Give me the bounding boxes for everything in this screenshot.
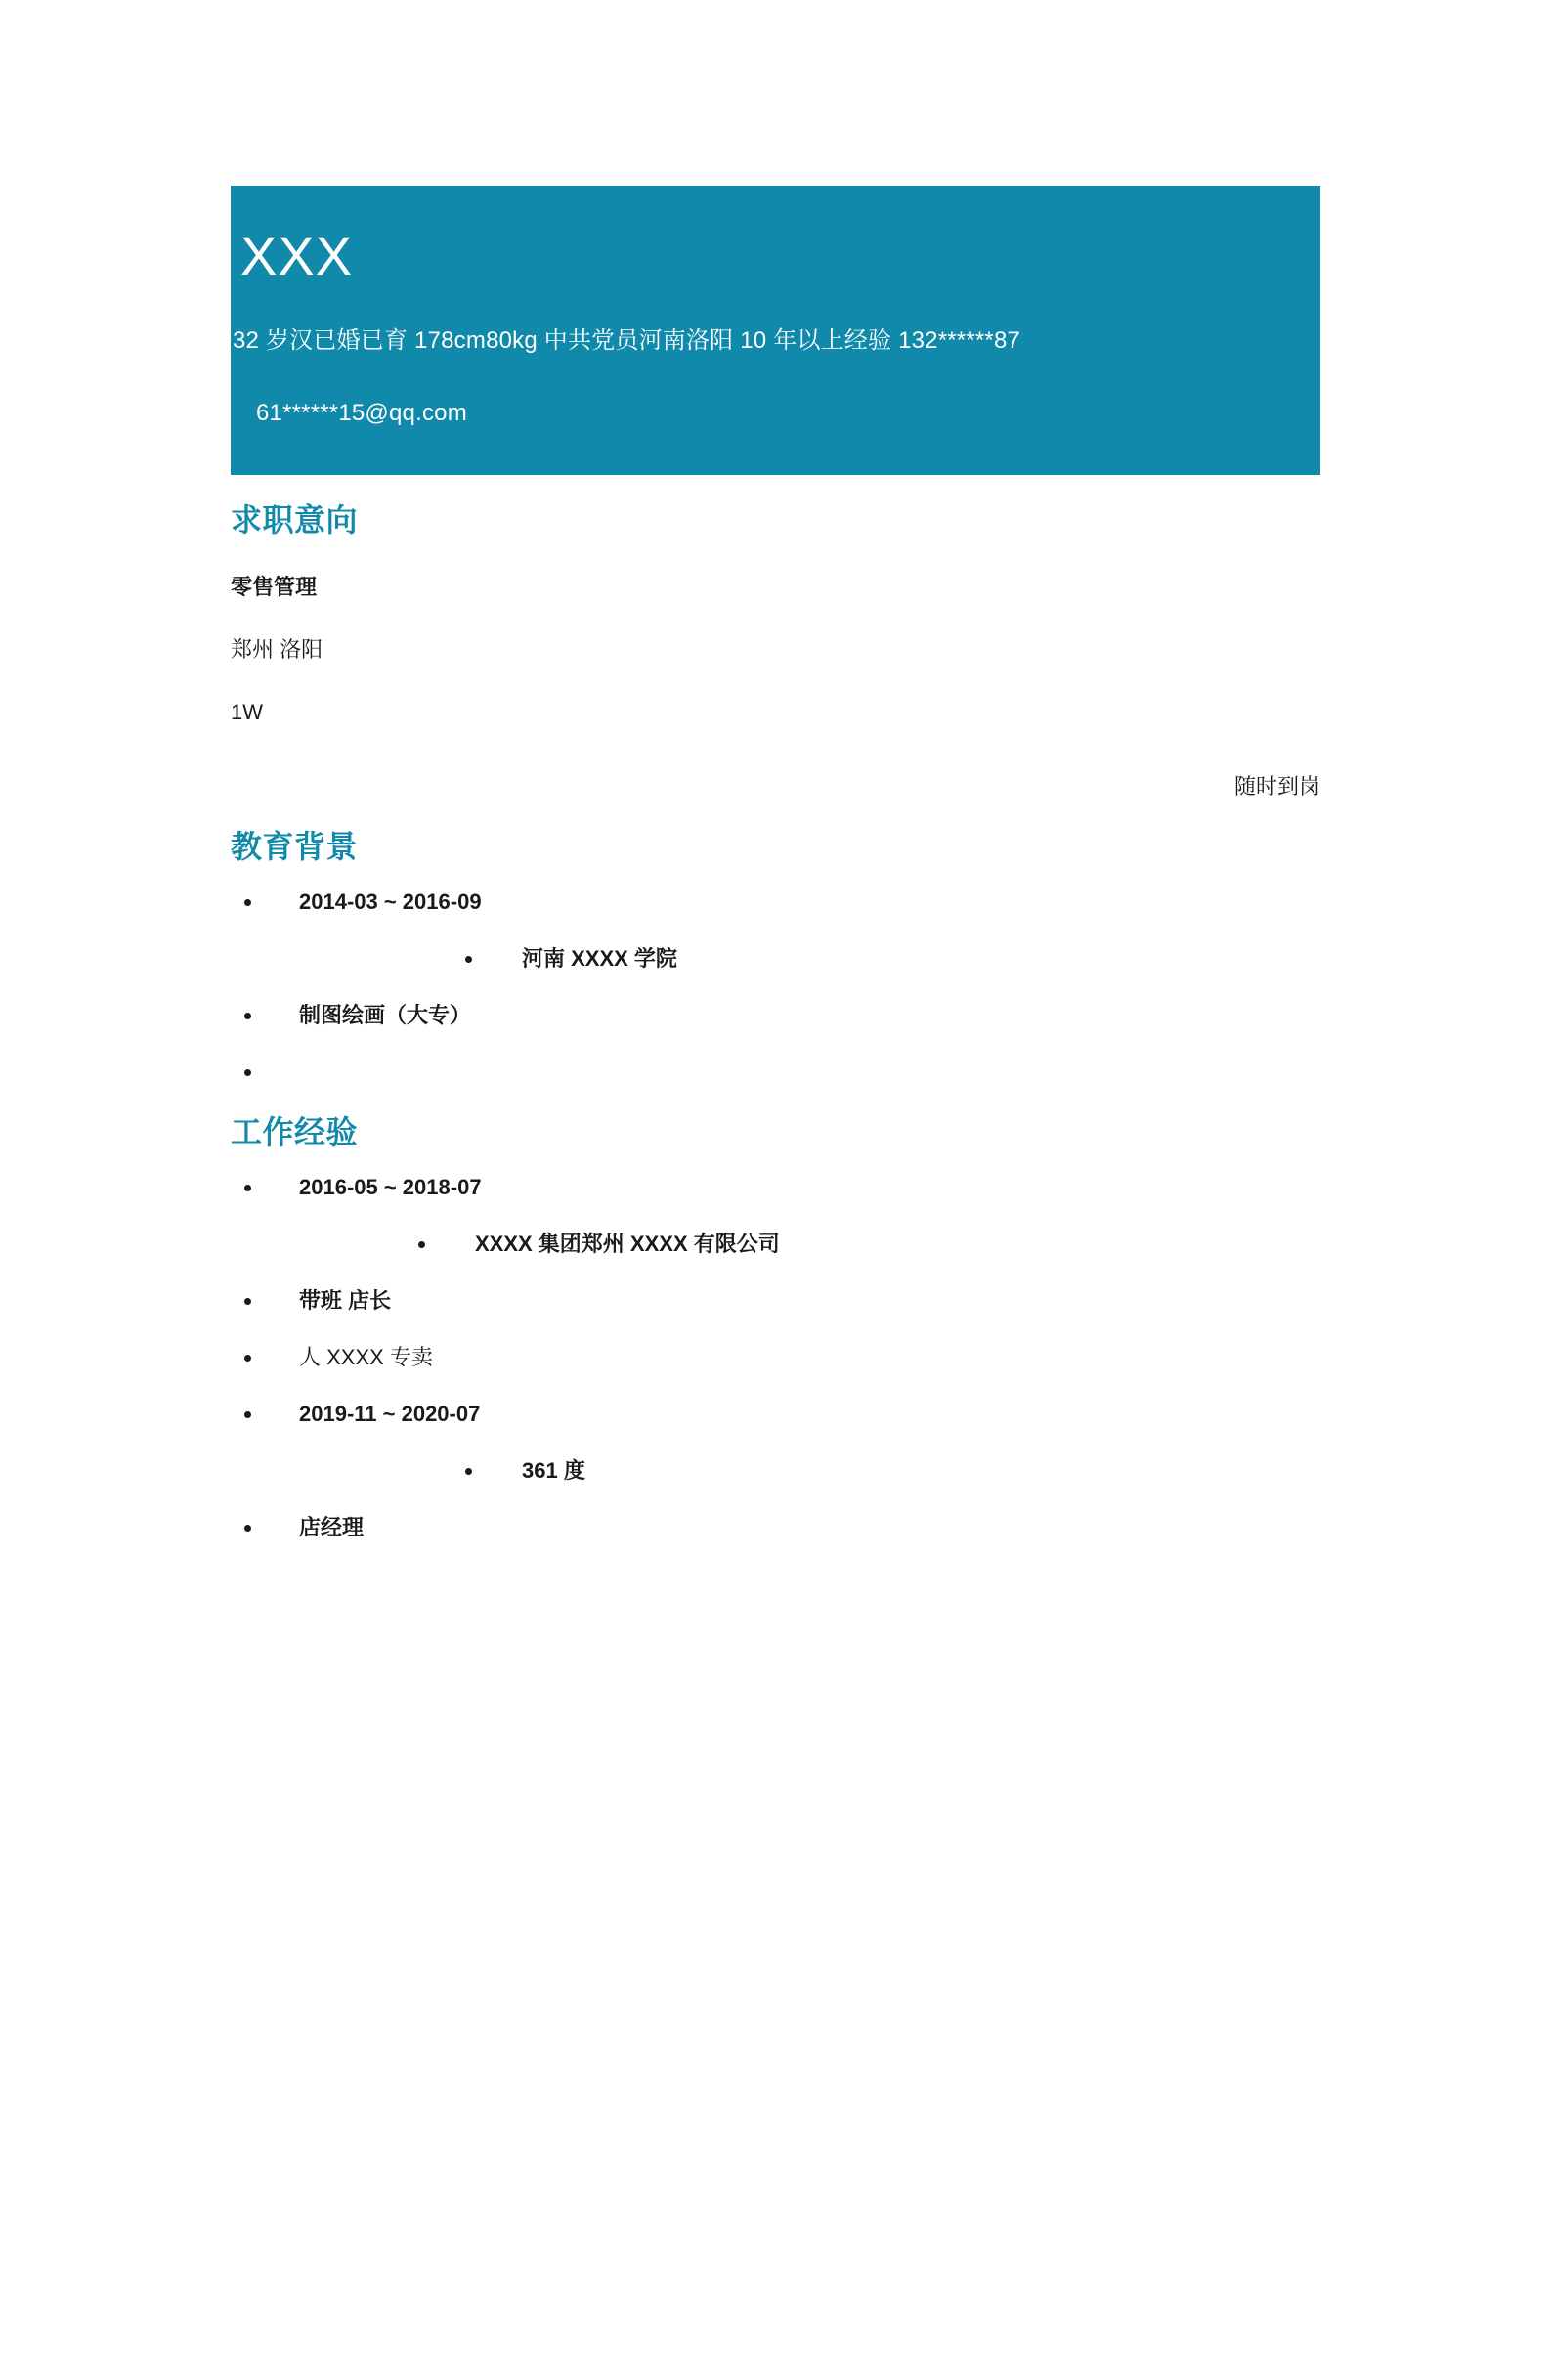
education-list (231, 887, 1320, 1087)
candidate-basic-info: 32 岁汉已婚已育 178cm80kg 中共党员河南洛阳 10 年以上经验 132******87 (233, 327, 1021, 354)
list-item: 361 度 (231, 1456, 1320, 1486)
candidate-name: XXX (240, 225, 354, 286)
list-item: 带班 店长 (231, 1286, 1320, 1316)
list-item: XXXX 集团郑州 XXXX 有限公司 (231, 1230, 1320, 1259)
section-title-education: 教育背景 (231, 829, 359, 864)
list-item (231, 1058, 1320, 1087)
list-item: 店经理 (231, 1513, 1320, 1542)
resume-header-banner (231, 186, 1320, 475)
section-title-job-intention: 求职意向 (231, 502, 359, 538)
work-experience-list (231, 1173, 1320, 1542)
list-item: 人 XXXX 专卖 (231, 1343, 1320, 1372)
list-item: 制图绘画（大专） (231, 1001, 1320, 1030)
job-intention-salary: 1W (231, 700, 263, 724)
list-item: 2016-05 ~ 2018-07 (231, 1173, 1320, 1202)
section-title-work-experience: 工作经验 (231, 1114, 359, 1149)
list-item: 2014-03 ~ 2016-09 (231, 887, 1320, 917)
resume-page (0, 186, 1551, 2380)
job-intention-location: 郑州 洛阳 (231, 637, 323, 662)
job-intention-position: 零售管理 (231, 575, 318, 599)
job-intention-availability: 随时到岗 (1233, 774, 1320, 799)
list-item: 河南 XXXX 学院 (231, 944, 1320, 974)
candidate-email: 61******15@qq.com (256, 400, 467, 426)
list-item: 2019-11 ~ 2020-07 (231, 1400, 1320, 1429)
